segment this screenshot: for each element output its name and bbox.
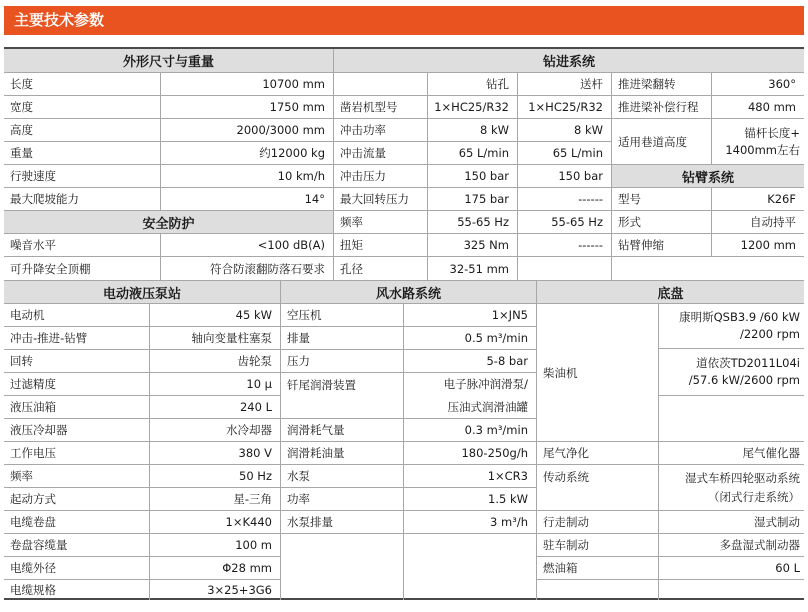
chassis-label-parking-brake: 驻车制动 <box>536 533 658 556</box>
drill-label-impact-pressure: 冲击压力 <box>333 164 427 187</box>
bolt-value-frequency: 55-65 Hz <box>517 210 611 233</box>
water-label-pressure: 压力 <box>280 349 403 372</box>
chassis-value-exhaust: 尾气催化器 <box>658 441 804 464</box>
chassis-label-engine: 柴油机 <box>536 303 658 441</box>
drill-value-impact-flow: 65 L/min <box>427 141 517 164</box>
pump-value-cable-spec: 3×25+3G6 <box>149 579 280 600</box>
boom-value-extension: 1200 mm <box>711 233 804 256</box>
transmission-line2: （闭式行走系统） <box>708 489 800 504</box>
drill-corner-cell <box>333 72 427 95</box>
water-label-pump-flow: 水泵排量 <box>280 510 403 533</box>
dim-label-length: 长度 <box>4 72 160 95</box>
water-value-shank-lubrication <box>403 372 536 418</box>
feed-value-tunnel-height-line1: 锚杆长度+ <box>744 125 800 140</box>
pump-label-cable-spec: 电缆规格 <box>4 579 149 600</box>
water-empty-label <box>280 533 403 600</box>
dim-value-length: 10700 mm <box>160 72 333 95</box>
pump-label-motor: 电动机 <box>4 303 149 326</box>
pump-value-cable-reel: 1×K440 <box>149 510 280 533</box>
engine-cummins-line1: 康明斯QSB3.9 /60 kW <box>679 310 800 324</box>
water-value-shank-lubrication-line1: 电子脉冲润滑泵/ <box>443 376 528 391</box>
feed-label-rotation: 推进梁翻转 <box>611 72 711 95</box>
pump-label-cooler: 液压冷却器 <box>4 418 149 441</box>
drill-label-rock-drill: 凿岩机型号 <box>333 95 427 118</box>
bolt-value-rock-drill: 1×HC25/R32 <box>517 95 611 118</box>
bolt-value-rotation-pressure: ------ <box>517 187 611 210</box>
drill-label-impact-power: 冲击功率 <box>333 118 427 141</box>
pump-value-motor: 45 kW <box>149 303 280 326</box>
engine-deutz-line1: 道依茨TD2011L04i <box>696 356 800 370</box>
pump-value-voltage: 380 V <box>149 441 280 464</box>
water-value-displacement: 0.5 m³/min <box>403 326 536 349</box>
chassis-value-engine-deutz <box>658 348 804 395</box>
water-value-oil-consumption: 180-250g/h <box>403 441 536 464</box>
drill-label-torque: 扭矩 <box>333 233 427 256</box>
drill-col-drilling: 钻孔 <box>427 72 517 95</box>
chassis-label-fuel-tank: 燃油箱 <box>536 556 658 579</box>
drill-label-rotation-pressure: 最大回转压力 <box>333 187 427 210</box>
drill-value-rotation-pressure: 175 bar <box>427 187 517 210</box>
drill-label-hole-diameter: 孔径 <box>333 256 427 280</box>
chassis-value-engine-cummins <box>658 303 804 348</box>
dim-label-gradeability: 最大爬坡能力 <box>4 187 160 210</box>
boom-label-model: 型号 <box>611 187 711 210</box>
drill-value-rock-drill: 1×HC25/R32 <box>427 95 517 118</box>
dim-value-speed: 10 km/h <box>160 164 333 187</box>
pump-value-impact-feed-boom: 轴向变量柱塞泵 <box>149 326 280 349</box>
pump-value-start-mode: 星-三角 <box>149 487 280 510</box>
dim-label-weight: 重量 <box>4 141 160 164</box>
dim-value-gradeability: 14° <box>160 187 333 210</box>
safety-label-noise: 噪音水平 <box>4 233 160 256</box>
water-value-water-pump: 1×CR3 <box>403 464 536 487</box>
drill-value-frequency: 55-65 Hz <box>427 210 517 233</box>
chassis-value-fuel-tank: 60 L <box>658 556 804 579</box>
drill-col-bolting: 送杆 <box>517 72 611 95</box>
drill-value-torque: 325 Nm <box>427 233 517 256</box>
section-title: 主要技术参数 <box>14 11 105 29</box>
boom-header: 钻臂系统 <box>611 164 804 187</box>
water-empty-value <box>403 533 536 600</box>
bolt-value-torque: ------ <box>517 233 611 256</box>
water-label-shank-lubrication: 钎尾润滑装置 <box>280 372 403 418</box>
transmission-line1: 湿式车桥四轮驱动系统 <box>685 470 800 485</box>
water-value-power: 1.5 kW <box>403 487 536 510</box>
boom-label-type: 形式 <box>611 210 711 233</box>
bolt-value-impact-pressure: 150 bar <box>517 164 611 187</box>
safety-label-canopy: 可升降安全顶棚 <box>4 256 160 280</box>
safety-value-canopy: 符合防滚翻防落石要求 <box>160 256 333 280</box>
water-label-water-pump: 水泵 <box>280 464 403 487</box>
chassis-value-transmission <box>658 464 804 510</box>
water-value-pressure: 5-8 bar <box>403 349 536 372</box>
dim-label-height: 高度 <box>4 118 160 141</box>
water-value-shank-lubrication-line2: 压油式润滑油罐 <box>447 399 528 414</box>
drilling-header: 钻进系统 <box>333 49 804 72</box>
pump-label-voltage: 工作电压 <box>4 441 149 464</box>
drill-value-hole-diameter: 32-51 mm <box>427 256 517 280</box>
pump-value-rotation: 齿轮泵 <box>149 349 280 372</box>
pump-label-rotation: 回转 <box>4 349 149 372</box>
chassis-label-transmission: 传动系统 <box>536 464 658 510</box>
chassis-value-parking-brake: 多盘湿式制动器 <box>658 533 804 556</box>
water-label-displacement: 排量 <box>280 326 403 349</box>
bolt-value-impact-flow: 65 L/min <box>517 141 611 164</box>
chassis-label-exhaust: 尾气净化 <box>536 441 658 464</box>
pump-value-frequency: 50 Hz <box>149 464 280 487</box>
pump-label-impact-feed-boom: 冲击-推进-钻臂 <box>4 326 149 349</box>
dim-value-height: 2000/3000 mm <box>160 118 333 141</box>
engine-cummins-line2: /2200 rpm <box>739 327 800 341</box>
pump-value-cooler: 水冷却器 <box>149 418 280 441</box>
chassis-empty-label <box>536 579 658 600</box>
chassis-engine-blank <box>658 395 804 441</box>
dim-label-speed: 行驶速度 <box>4 164 160 187</box>
safety-header: 安全防护 <box>4 210 333 233</box>
boom-value-type: 自动持平 <box>711 210 804 233</box>
feed-value-tunnel-height-line2: 1400mm左右 <box>725 142 800 157</box>
boom-label-extension: 钻臂伸缩 <box>611 233 711 256</box>
feed-value-tunnel-height <box>711 118 804 164</box>
water-value-pump-flow: 3 m³/h <box>403 510 536 533</box>
boom-empty-cell <box>611 256 804 280</box>
pump-label-frequency: 频率 <box>4 464 149 487</box>
spec-table <box>4 47 804 600</box>
drill-label-impact-flow: 冲击流量 <box>333 141 427 164</box>
dim-value-weight: 约12000 kg <box>160 141 333 164</box>
pump-value-oil-tank: 240 L <box>149 395 280 418</box>
pump-label-reel-capacity: 卷盘容缆量 <box>4 533 149 556</box>
pump-label-oil-tank: 液压油箱 <box>4 395 149 418</box>
chassis-empty-value <box>658 579 804 600</box>
section-title-banner <box>4 6 804 35</box>
engine-deutz-line2: /57.6 kW/2600 rpm <box>688 373 800 387</box>
drill-label-frequency: 频率 <box>333 210 427 233</box>
water-label-air-consumption: 润滑耗气量 <box>280 418 403 441</box>
pump-value-filter: 10 μ <box>149 372 280 395</box>
chassis-value-service-brake: 湿式制动 <box>658 510 804 533</box>
bolt-value-hole-diameter <box>517 256 611 280</box>
boom-value-model: K26F <box>711 187 804 210</box>
dim-label-width: 宽度 <box>4 95 160 118</box>
water-header: 风水路系统 <box>280 280 536 303</box>
feed-value-rotation: 360° <box>711 72 804 95</box>
chassis-header: 底盘 <box>536 280 804 303</box>
bolt-value-impact-power: 8 kW <box>517 118 611 141</box>
water-label-oil-consumption: 润滑耗油量 <box>280 441 403 464</box>
pump-header: 电动液压泵站 <box>4 280 280 303</box>
dim-value-width: 1750 mm <box>160 95 333 118</box>
pump-value-cable-diameter: Φ28 mm <box>149 556 280 579</box>
pump-value-reel-capacity: 100 m <box>149 533 280 556</box>
water-label-power: 功率 <box>280 487 403 510</box>
pump-label-start-mode: 起动方式 <box>4 487 149 510</box>
feed-value-compensation: 480 mm <box>711 95 804 118</box>
pump-label-filter: 过滤精度 <box>4 372 149 395</box>
pump-label-cable-reel: 电缆卷盘 <box>4 510 149 533</box>
feed-label-compensation: 推进梁补偿行程 <box>611 95 711 118</box>
safety-value-noise: <100 dB(A) <box>160 233 333 256</box>
drill-value-impact-power: 8 kW <box>427 118 517 141</box>
feed-label-tunnel-height: 适用巷道高度 <box>611 118 711 164</box>
water-value-air-consumption: 0.3 m³/min <box>403 418 536 441</box>
water-value-compressor: 1×JN5 <box>403 303 536 326</box>
pump-label-cable-diameter: 电缆外径 <box>4 556 149 579</box>
water-label-compressor: 空压机 <box>280 303 403 326</box>
dimensions-header: 外形尺寸与重量 <box>4 49 333 72</box>
drill-value-impact-pressure: 150 bar <box>427 164 517 187</box>
chassis-label-service-brake: 行走制动 <box>536 510 658 533</box>
